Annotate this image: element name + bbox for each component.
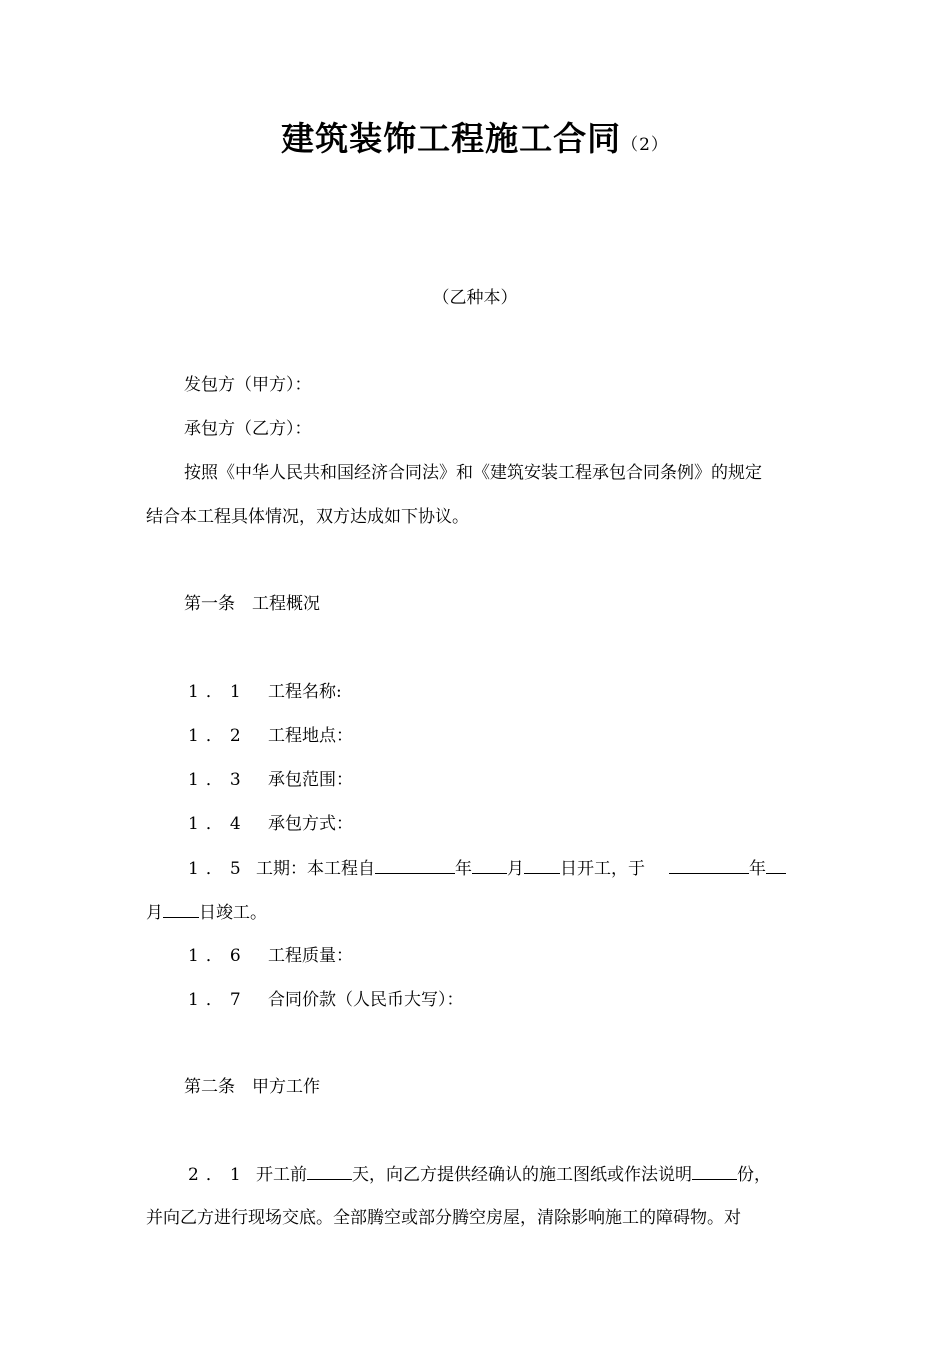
clause-number: 1．1: [188, 682, 248, 702]
year-label: 年: [749, 859, 766, 879]
clause-1-5: [188, 856, 786, 881]
clause-number: 1．4: [188, 814, 248, 834]
clause-text: 开工前: [256, 1165, 307, 1185]
clause-text: 承包方式：: [268, 814, 353, 834]
year-label: 年: [455, 859, 472, 879]
clause-number: 2．1: [188, 1165, 248, 1185]
clause-number: 1．3: [188, 770, 248, 790]
title-text: 建筑装饰工程施工合同: [281, 119, 622, 158]
clause-1-1: [188, 680, 342, 704]
clause-number: 1．6: [188, 946, 248, 966]
days-blank: [307, 1162, 352, 1180]
clause-text: 工程地点：: [268, 726, 353, 746]
clause-1-7: [188, 988, 464, 1012]
article-1-heading: 第一条 工程概况: [184, 594, 320, 614]
clause-1-3: [188, 768, 353, 792]
start-year-blank: [375, 856, 455, 874]
intro-line-2: 结合本工程具体情况，双方达成如下协议。: [146, 507, 469, 527]
clause-text: 份，: [737, 1165, 771, 1185]
article-2-heading: 第二条 甲方工作: [184, 1077, 320, 1097]
clause-text: 天，向乙方提供经确认的施工图纸或作法说明: [352, 1165, 692, 1185]
clause-text: 合同价款（人民币大写）：: [268, 990, 464, 1010]
subtitle: （乙种本）: [432, 288, 518, 308]
month-label: 月: [507, 859, 524, 879]
start-month-blank: [472, 856, 507, 874]
copies-blank: [692, 1162, 737, 1180]
party-b-line: 承包方（乙方）：: [184, 419, 312, 439]
start-day-blank: [524, 856, 560, 874]
clause-2-1: [188, 1162, 771, 1187]
document-title: [0, 117, 950, 167]
clause-text: 工程质量：: [268, 946, 353, 966]
clause-number: 1．7: [188, 990, 248, 1010]
intro-line-1: 按照《中华人民共和国经济合同法》和《建筑安装工程承包合同条例》的规定: [184, 463, 762, 483]
start-label: 日开工，于: [560, 859, 645, 879]
end-month-blank: [766, 856, 786, 874]
end-day-blank: [163, 900, 199, 918]
clause-text: 承包范围：: [268, 770, 353, 790]
clause-number: 1．2: [188, 726, 248, 746]
clause-1-4: [188, 812, 353, 836]
end-year-blank: [669, 856, 749, 874]
clause-text: 工程名称:: [268, 682, 342, 702]
completion-label: 日竣工。: [199, 903, 267, 923]
clause-text: 工期：本工程自: [256, 859, 375, 879]
clause-number: 1．5: [188, 859, 248, 879]
clause-1-5-cont: [146, 900, 267, 925]
clause-2-1-cont: 并向乙方进行现场交底。全部腾空或部分腾空房屋，清除影响施工的障碍物。对: [146, 1208, 741, 1228]
clause-1-6: [188, 944, 353, 968]
clause-1-2: [188, 724, 353, 748]
party-a-line: 发包方（甲方）：: [184, 375, 312, 395]
month-label: 月: [146, 903, 163, 923]
title-suffix: （2）: [621, 135, 669, 155]
